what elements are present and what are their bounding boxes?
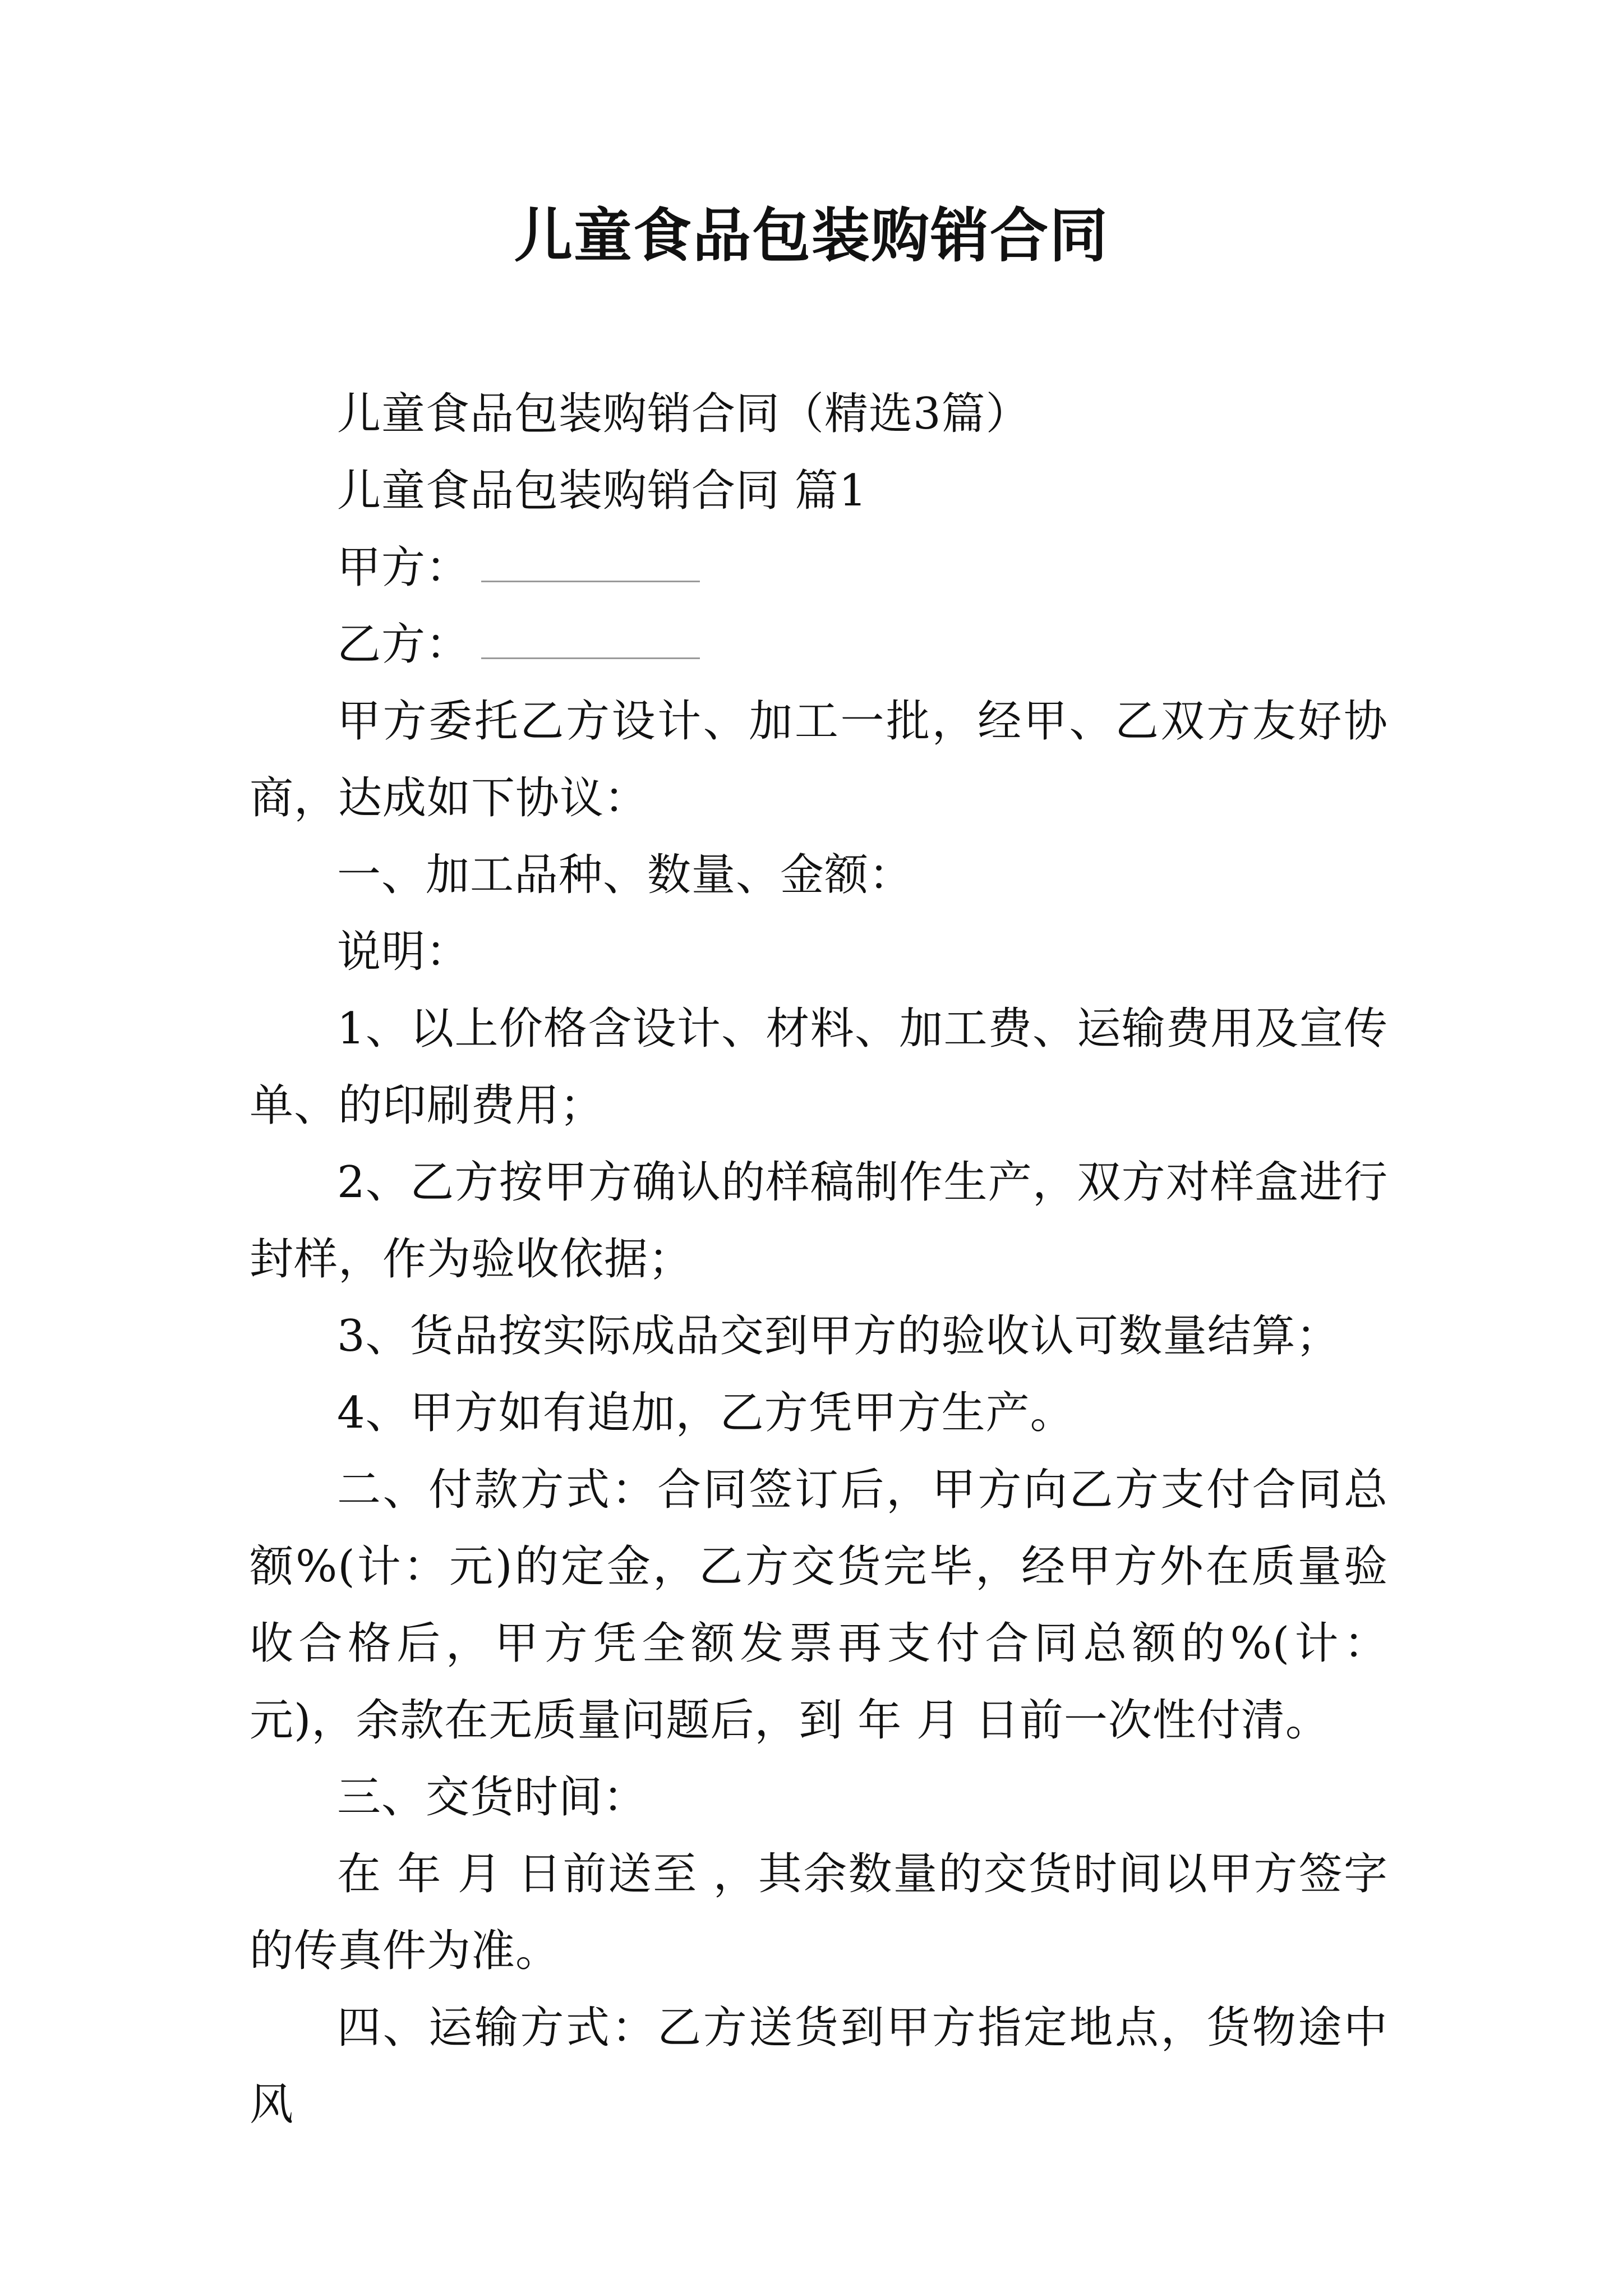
paragraph-note-2: 2、乙方按甲方确认的样稿制作生产，双方对样盒进行封样，作为验收依据； bbox=[250, 1157, 1388, 1285]
party-a-line bbox=[250, 530, 1388, 606]
paragraph-clause-4: 四、运输方式：乙方送货到甲方指定地点，货物途中风 bbox=[250, 2003, 1388, 2130]
paragraph-delivery: 在 年 月 日前送至 ，其余数量的交货时间以甲方签字的传真件为准。 bbox=[250, 1849, 1388, 1976]
party-b-line bbox=[250, 606, 1388, 683]
paragraph-intro: 甲方委托乙方设计、加工一批，经甲、乙双方友好协商，达成如下协议： bbox=[250, 696, 1388, 823]
party-b-label: 乙方： bbox=[337, 619, 471, 670]
document-body bbox=[250, 376, 1388, 2143]
paragraph-collection-title: 儿童食品包装购销合同（精选3篇） bbox=[337, 389, 1030, 439]
party-a-label: 甲方： bbox=[337, 542, 471, 593]
paragraph-clause-3: 三、交货时间： bbox=[337, 1772, 648, 1823]
party-b-blank bbox=[481, 623, 700, 659]
paragraph-note-3: 3、货品按实际成品交到甲方的验收认可数量结算； bbox=[337, 1311, 1340, 1361]
paragraph-clause-2: 二、付款方式：合同签订后，甲方向乙方支付合同总额%(计：元)的定金，乙方交货完毕，经甲方外在质量验收合格后，甲方凭全额发票再支付合同总额的%(计：元)，余款在无质量问题后，到 年 月 日前一次性付清。 bbox=[250, 1465, 1388, 1746]
paragraph-section-title: 儿童食品包装购销合同 篇1 bbox=[337, 466, 868, 516]
paragraph-note-1: 1、以上价格含设计、材料、加工费、运输费用及宣传单、的印刷费用； bbox=[250, 1004, 1388, 1131]
document-title: 儿童食品包装购销合同 bbox=[514, 201, 1109, 270]
paragraph-note-4: 4、甲方如有追加，乙方凭甲方生产。 bbox=[337, 1388, 1075, 1438]
party-a-blank bbox=[481, 546, 700, 582]
paragraph-notes-label: 说明： bbox=[337, 927, 471, 977]
paragraph-clause-1: 一、加工品种、数量、金额： bbox=[337, 850, 914, 900]
